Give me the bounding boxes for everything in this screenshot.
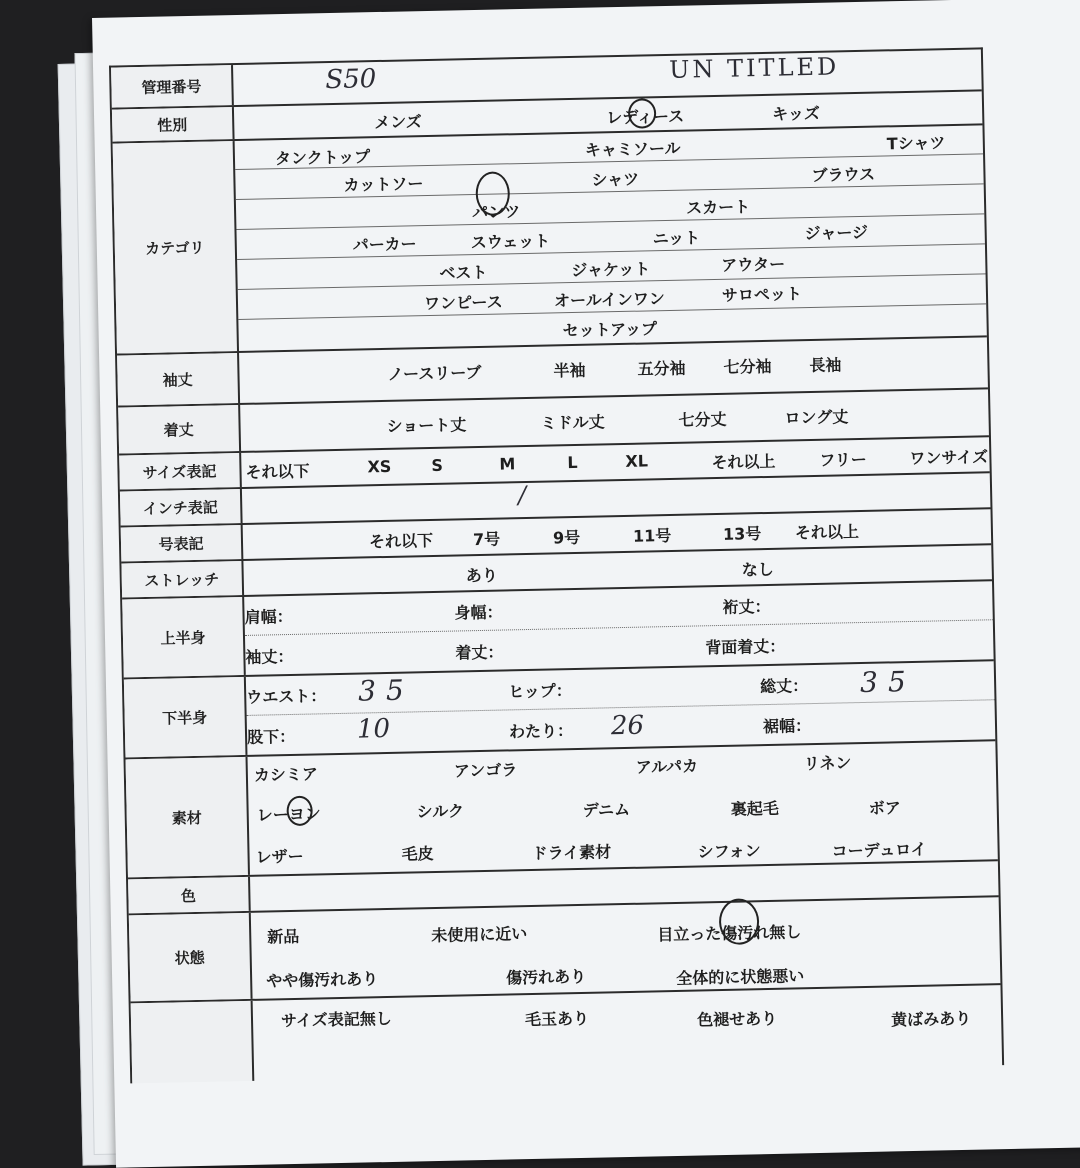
label-body-length: 着丈： [455, 642, 504, 663]
option-linen[interactable]: リネン [803, 753, 852, 774]
label-material: 素材 [126, 757, 250, 878]
notes-options [253, 985, 1003, 1081]
option-chiffon[interactable]: シフォン [697, 841, 761, 862]
label-inseam: 股下： [246, 726, 296, 747]
option-tank-top[interactable]: タンクトップ [274, 147, 371, 169]
option-rayon[interactable]: レーヨン [256, 804, 321, 825]
label-lower-body: 下半身 [124, 677, 248, 758]
option-pants[interactable]: パンツ [471, 202, 521, 223]
condition-options [251, 897, 1001, 999]
label-yuki: 裄丈： [722, 596, 771, 617]
option-sweat[interactable]: スウェット [470, 231, 551, 253]
option-half-sleeve[interactable]: 五分袖 [637, 358, 686, 379]
option-long-length[interactable]: ロング丈 [784, 407, 849, 428]
label-sleeve-length: 袖丈： [245, 646, 294, 667]
option-number-9[interactable]: 9号 [552, 527, 581, 548]
label-waist: ウエスト： [246, 686, 327, 707]
option-alpaca[interactable]: アルパカ [635, 756, 699, 777]
option-size-xl[interactable]: XL [625, 451, 649, 471]
option-long-sleeve[interactable]: 長袖 [809, 355, 842, 376]
row-material [126, 741, 998, 879]
label-shoulder: 肩幅： [244, 606, 293, 627]
option-number-7[interactable]: 7号 [472, 529, 501, 550]
label-hip: ヒップ： [508, 681, 572, 702]
option-nearly-unused[interactable]: 未使用に近い [431, 924, 528, 946]
option-some-damage[interactable]: やや傷汚れあり [266, 969, 379, 991]
option-damage[interactable]: 傷汚れあり [505, 966, 587, 988]
option-pilling[interactable]: 毛玉あり [524, 1008, 590, 1030]
option-one-piece[interactable]: ワンピース [423, 292, 503, 314]
option-size-s[interactable]: S [431, 455, 444, 475]
option-cashmere[interactable]: カシミア [253, 764, 319, 785]
option-cut-and-sewn[interactable]: カットソー [343, 174, 424, 195]
option-skirt[interactable]: スカート [685, 197, 751, 218]
label-upper-body: 上半身 [122, 597, 246, 678]
option-number-above[interactable]: それ以上 [794, 522, 860, 543]
label-condition: 状態 [129, 913, 253, 1002]
inseam-value: 10 [356, 713, 391, 745]
option-seven-length[interactable]: 七分丈 [678, 409, 727, 430]
lower-body-fields [246, 661, 995, 755]
option-denim[interactable]: デニム [582, 799, 631, 820]
label-back-length: 背面着丈： [705, 636, 786, 658]
label-size: サイズ表記 [119, 453, 242, 490]
option-brushed-back[interactable]: 裏起毛 [730, 798, 779, 819]
inch-value: / [517, 481, 527, 510]
label-color: 色 [128, 877, 251, 914]
option-leather[interactable]: レザー [255, 846, 304, 867]
option-three-quarter-sleeve[interactable]: 七分袖 [723, 356, 772, 377]
option-size-xs[interactable]: XS [367, 456, 392, 477]
label-length: 着丈 [118, 405, 241, 454]
option-middle-length[interactable]: ミドル丈 [540, 412, 605, 433]
option-sleeveless[interactable]: ノースリーブ [387, 362, 482, 384]
label-category: カテゴリ [113, 141, 239, 354]
material-options [248, 741, 998, 875]
total-length-value: 35 [859, 664, 917, 700]
label-hem-width: 裾幅： [762, 716, 812, 737]
item-form [109, 47, 1004, 1083]
label-sleeve: 袖丈 [117, 353, 240, 406]
option-new[interactable]: 新品 [267, 926, 300, 947]
option-number-13[interactable]: 13号 [722, 524, 762, 544]
option-stretch-yes[interactable]: あり [465, 565, 498, 586]
label-inch: インチ表記 [120, 489, 243, 526]
category-options [235, 125, 987, 351]
option-dry-material[interactable]: ドライ素材 [531, 842, 612, 863]
option-size-above[interactable]: それ以上 [711, 451, 776, 473]
option-shirt[interactable]: シャツ [591, 169, 640, 190]
label-stretch: ストレッチ [121, 561, 244, 598]
label-gender: 性別 [112, 107, 235, 142]
option-ladies[interactable]: レディース [606, 106, 685, 128]
option-number-below[interactable]: それ以下 [368, 530, 434, 552]
option-vest[interactable]: ベスト [439, 262, 488, 283]
inspection-sheet [92, 0, 1080, 1168]
option-tshirt[interactable]: Tシャツ [886, 133, 946, 154]
waist-value: 35 [357, 673, 415, 708]
option-corduroy[interactable]: コーデュロイ [831, 839, 927, 861]
option-camisole[interactable]: キャミソール [584, 138, 681, 160]
option-size-m[interactable]: M [499, 454, 516, 474]
option-size-below[interactable]: それ以下 [245, 461, 310, 482]
label-thigh: わたり： [508, 721, 574, 742]
row-category [113, 125, 987, 355]
option-size-l[interactable]: L [567, 452, 578, 473]
upper-body-fields [244, 581, 993, 675]
measure-divider [245, 619, 993, 636]
row-notes [131, 985, 1002, 1083]
option-boa[interactable]: ボア [868, 798, 901, 818]
option-yellowing[interactable]: 黄ばみあり [890, 1008, 972, 1030]
option-kids[interactable]: キッズ [771, 103, 821, 124]
category-divider [236, 213, 984, 230]
option-silk[interactable]: シルク [416, 801, 465, 822]
option-short-length[interactable]: ショート丈 [386, 415, 467, 436]
option-size-one[interactable]: ワンサイズ [909, 447, 989, 468]
option-mens[interactable]: メンズ [374, 112, 422, 133]
option-knit[interactable]: ニット [652, 228, 701, 249]
label-body-width: 身幅： [454, 602, 503, 623]
option-angora[interactable]: アンゴラ [453, 760, 518, 781]
option-salopette[interactable]: サロペット [721, 284, 803, 305]
option-all-in-one[interactable]: オールインワン [553, 289, 666, 311]
option-stretch-no[interactable]: なし [741, 559, 774, 580]
option-hoodie[interactable]: パーカー [352, 234, 417, 255]
option-number-11[interactable]: 11号 [632, 525, 672, 546]
label-total-length: 総丈： [759, 676, 809, 697]
option-setup[interactable]: セットアップ [562, 319, 658, 341]
option-short-sleeve[interactable]: 半袖 [553, 360, 586, 381]
brand-value: UN TITLED [668, 52, 840, 84]
label-control-number: 管理番号 [111, 65, 234, 108]
option-blouse[interactable]: ブラウス [811, 164, 876, 185]
option-outer[interactable]: アウター [721, 254, 786, 275]
option-no-size-tag[interactable]: サイズ表記無し [280, 1008, 392, 1031]
option-fading[interactable]: 色褪せあり [696, 1008, 778, 1030]
option-jersey[interactable]: ジャージ [804, 222, 869, 244]
option-overall-poor[interactable]: 全体的に状態悪い [676, 966, 805, 988]
label-notes [131, 1001, 255, 1084]
option-no-noticeable-damage[interactable]: 目立った傷汚れ無し [657, 922, 802, 945]
option-jacket[interactable]: ジャケット [571, 259, 651, 281]
thigh-value: 26 [610, 710, 645, 742]
label-number-size: 号表記 [121, 525, 244, 562]
control-number-value: S50 [325, 64, 377, 96]
option-fur[interactable]: 毛皮 [401, 844, 434, 864]
option-size-free[interactable]: フリー [819, 449, 867, 470]
